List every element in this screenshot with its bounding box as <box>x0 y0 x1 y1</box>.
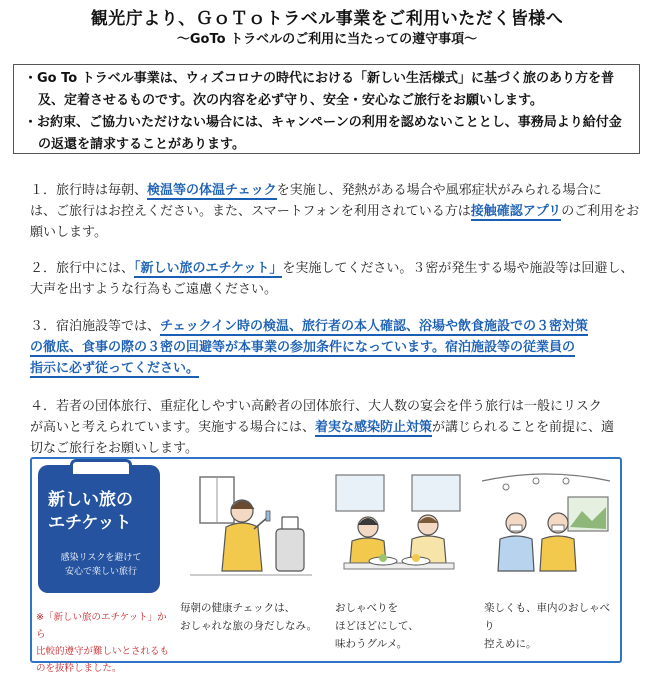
caption1-line-2: おしゃれな旅の身だしなみ。 <box>180 620 318 632</box>
caption3-line-1: 楽しくも、車内のおしゃべり <box>484 602 610 632</box>
item3-highlight-1: チェックイン時の検温、旅行者の本人確認、浴場や飲食施設での３密対策 <box>160 319 588 334</box>
caption2-line-1: おしゃべりを <box>335 602 398 614</box>
rule-item-2 <box>30 258 640 300</box>
item1-highlight-app: 接触確認アプリ <box>470 204 562 219</box>
item1-text-d: は、ご旅行はお控えください。また、スマートフォンを利用されている方は <box>30 204 471 219</box>
caption3-line-2: 控えめに。 <box>484 638 537 650</box>
page-subtitle: ～GoTo トラベルのご利用に当たっての遵守事項～ <box>176 32 478 47</box>
caption1-line-1: 毎朝の健康チェックは、 <box>180 602 296 614</box>
item1-highlight-temperature: 検温等の体温チェック <box>147 183 277 198</box>
caption-train <box>484 599 620 653</box>
note-line-3: のを抜粋しました。 <box>36 663 122 674</box>
note-line-1: ※「新しい旅のエチケット」から <box>36 612 167 640</box>
item3-highlight-3: 指示に必ず従ってください。 <box>30 361 200 376</box>
item2-text-d: 大声を出すような行為もご遠慮ください。 <box>30 282 278 297</box>
item3-text-a: ３．宿泊施設等では、 <box>30 319 161 334</box>
caption2-line-2: ほどほどにして、 <box>335 620 419 632</box>
luggage-illustration-icon <box>38 465 160 593</box>
caption-health-check <box>180 599 317 635</box>
item4-highlight-measures: 着実な感染防止対策 <box>314 420 432 435</box>
etiquette-note <box>36 609 176 677</box>
health-check-illustration-icon <box>180 467 320 587</box>
rule-item-3 <box>30 316 640 379</box>
item4-text-e: 切なご旅行をお願いします。 <box>30 441 198 456</box>
item1-text-c: を実施し、発熱がある場合や風邪症状がみられる場合に <box>276 183 602 198</box>
luggage-sub-line-1: 感染リスクを避けて <box>60 553 142 563</box>
item1-text-g: 願いします。 <box>30 225 107 240</box>
luggage-title-line-2: エチケット <box>48 513 132 533</box>
item4-text-a: ４．若者の団体旅行、重症化しやすい高齢者の団体旅行、大人数の宴会を伴う旅行は一般にリスク <box>30 399 602 414</box>
notice-line-3: ・お約束、ご協力いただけない場合には、キャンペーンの利用を認めないこととし、事務局より給付金 <box>24 115 622 130</box>
notice-line-2: 及、定着させるものです。次の内容を必ず守り、安全・安心なご旅行をお願いします。 <box>38 93 543 108</box>
page-title: 観光庁より、ＧｏＴｏトラベル事業をご利用いただく皆様へ <box>90 9 564 29</box>
item1-text-f: のご利用をお <box>561 204 640 219</box>
luggage-title <box>48 489 150 535</box>
notice-line-4: の返還を請求することがあります。 <box>38 137 245 152</box>
item2-highlight-etiquette: 「新しい旅のエチケット」 <box>134 261 283 276</box>
dining-illustration-icon <box>328 467 468 587</box>
item2-text-c: を実施してください。３密が発生する場や施設等は回避し、 <box>282 261 634 276</box>
item1-text-a: １．旅行時は毎朝、 <box>30 183 148 198</box>
rule-item-1 <box>30 180 640 243</box>
caption-dining <box>335 599 419 653</box>
item4-text-d: が講じられることを前提に、適 <box>431 420 614 435</box>
train-illustration-icon <box>476 467 616 587</box>
luggage-title-line-1: 新しい旅の <box>48 490 133 510</box>
note-line-2: 比較的遵守が難しいとされるも <box>36 646 170 657</box>
caption2-line-3: 味わうグルメ。 <box>335 638 408 650</box>
notice-box <box>13 64 640 154</box>
luggage-subtitle <box>48 551 154 579</box>
luggage-sub-line-2: 安心で楽しい旅行 <box>64 567 137 577</box>
notice-line-1: ・Go To トラベル事業は、ウィズコロナの時代における「新しい生活様式」に基づく旅のあり方を普 <box>24 71 614 86</box>
etiquette-panel <box>30 457 622 674</box>
rule-item-4 <box>30 396 640 459</box>
item3-highlight-2: の徹底、食事の際の３密の回避等が本事業の参加条件になっています。宿泊施設等の従業員の <box>30 340 575 355</box>
item2-text-a: ２．旅行中には、 <box>30 261 135 276</box>
item4-text-b: が高いと考えられています。実施する場合には、 <box>30 420 315 435</box>
